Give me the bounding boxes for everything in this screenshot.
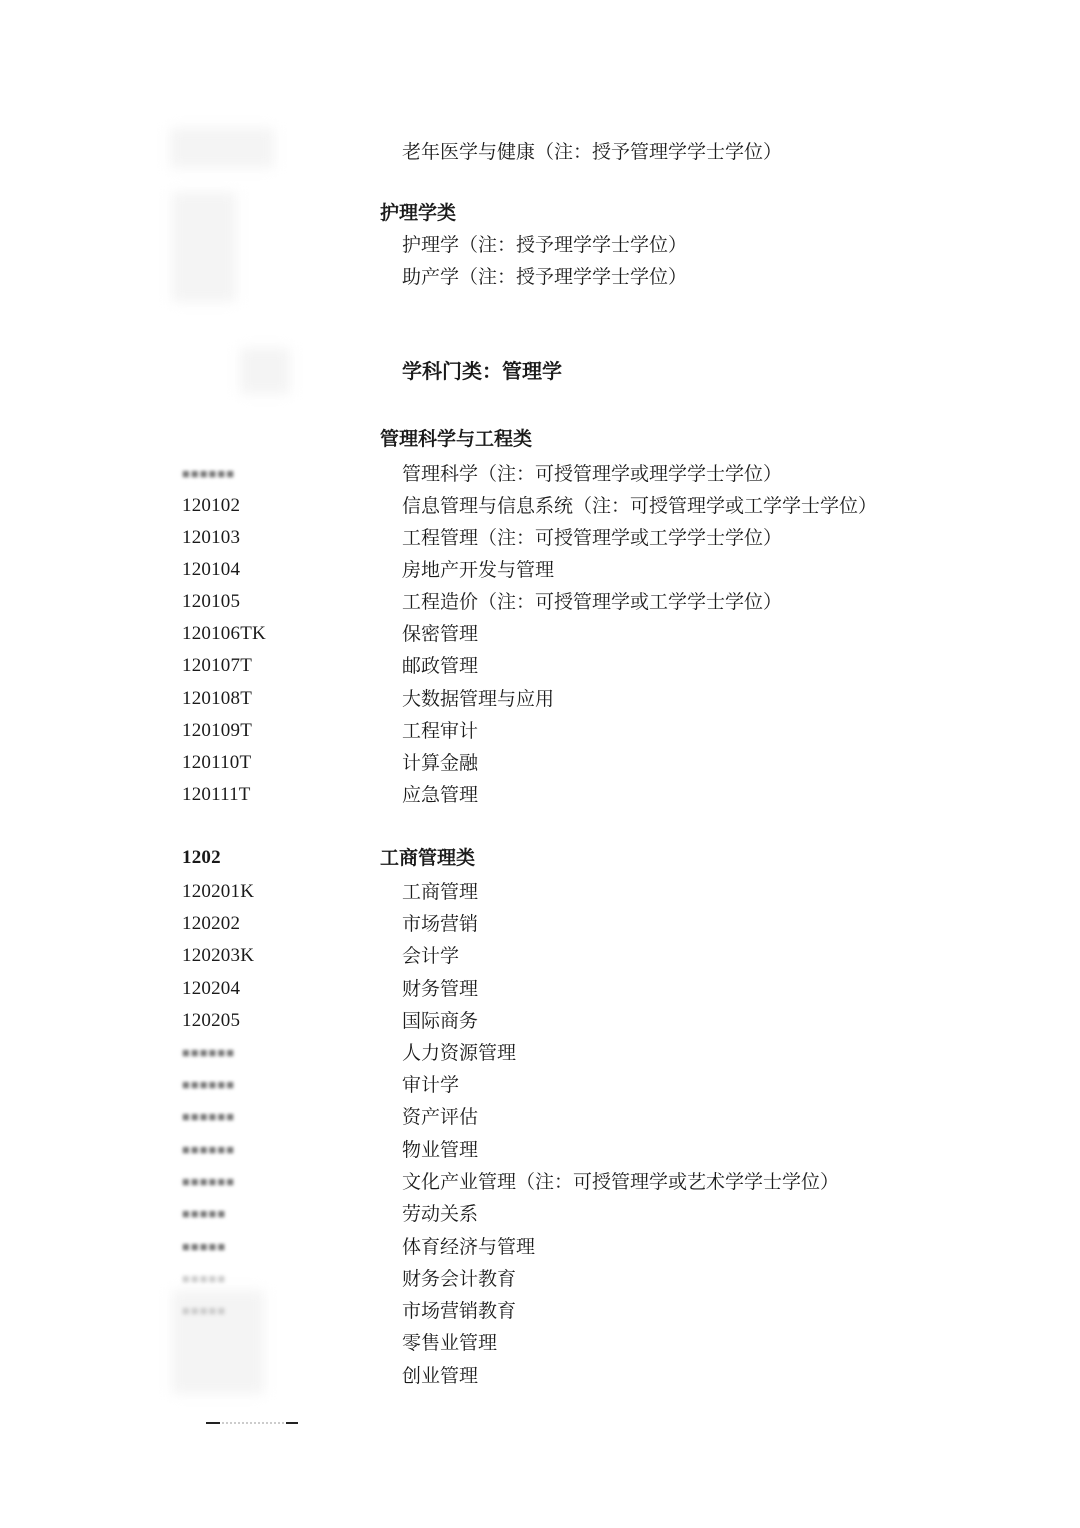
major-row	[0, 908, 1080, 940]
major-code: 120111T	[182, 784, 251, 805]
major-row	[0, 136, 1080, 168]
major-name: 护理学（注：授予理学学士学位）	[402, 234, 688, 256]
category-row-nursing	[0, 197, 1080, 229]
major-code: 120108T	[182, 688, 253, 709]
major-name: 人力资源管理	[402, 1042, 517, 1064]
major-name: 房地产开发与管理	[402, 559, 555, 581]
major-name: 文化产业管理（注：可授管理学或艺术学学士学位）	[402, 1171, 840, 1193]
major-code: 120203K	[182, 945, 255, 966]
major-code: 120102	[182, 495, 241, 516]
category-title: 护理学类	[380, 202, 457, 224]
major-row	[0, 229, 1080, 261]
major-row	[0, 618, 1080, 650]
major-row	[0, 779, 1080, 811]
major-row	[0, 940, 1080, 972]
major-name: 工程审计	[402, 720, 479, 742]
major-row	[0, 490, 1080, 522]
major-code-blurred: ■■■■■	[182, 1239, 227, 1254]
major-row	[0, 1327, 1080, 1359]
major-name: 会计学	[402, 945, 460, 967]
major-code: 120106TK	[182, 623, 266, 644]
major-code-blurred: ■■■■■■	[182, 1077, 236, 1092]
major-name: 工商管理	[402, 881, 479, 903]
major-row	[0, 1198, 1080, 1230]
major-name: 工程管理（注：可授管理学或工学学士学位）	[402, 527, 783, 549]
major-row	[0, 1231, 1080, 1263]
major-row	[0, 1360, 1080, 1392]
major-name: 财务会计教育	[402, 1268, 517, 1290]
major-name: 管理科学（注：可授管理学或理学学士学位）	[402, 463, 783, 485]
major-code-blurred: ■■■■■■	[182, 1045, 236, 1060]
category-title: 工商管理类	[380, 847, 476, 869]
major-name: 邮政管理	[402, 655, 479, 677]
major-row	[0, 554, 1080, 586]
major-name: 计算金融	[402, 752, 479, 774]
major-row	[0, 683, 1080, 715]
major-row	[0, 650, 1080, 682]
major-code-blurred: ■■■■■■	[182, 466, 236, 481]
major-code: 120105	[182, 591, 241, 612]
major-code-blurred: ■■■■■	[182, 1206, 227, 1221]
major-row	[0, 1037, 1080, 1069]
major-name: 劳动关系	[402, 1203, 479, 1225]
footer-page-rule	[206, 1422, 292, 1424]
major-row	[0, 1295, 1080, 1327]
major-code: 120103	[182, 527, 241, 548]
major-code: 120109T	[182, 720, 253, 741]
major-row	[0, 522, 1080, 554]
category-code: 1202	[182, 847, 221, 868]
major-name: 创业管理	[402, 1365, 479, 1387]
major-name: 应急管理	[402, 784, 479, 806]
major-name: 国际商务	[402, 1010, 479, 1032]
major-name: 资产评估	[402, 1106, 479, 1128]
major-code: 120110T	[182, 752, 252, 773]
major-row	[0, 1263, 1080, 1295]
major-row	[0, 1134, 1080, 1166]
major-name: 零售业管理	[402, 1332, 498, 1354]
major-row	[0, 1101, 1080, 1133]
major-code-blurred: ■■■■■■	[182, 1109, 236, 1124]
major-name: 保密管理	[402, 623, 479, 645]
major-name: 大数据管理与应用	[402, 688, 555, 710]
major-code: 120107T	[182, 655, 253, 676]
major-name: 市场营销	[402, 913, 479, 935]
discipline-heading: 学科门类：管理学	[402, 359, 562, 383]
category-row-mgmt-sci	[0, 423, 1080, 455]
major-row	[0, 458, 1080, 490]
major-name: 信息管理与信息系统（注：可授管理学或工学学士学位）	[402, 495, 878, 517]
major-name: 审计学	[402, 1074, 460, 1096]
major-name: 财务管理	[402, 978, 479, 1000]
discipline-heading-row	[0, 355, 1080, 387]
major-code-blurred: ■■■■■	[182, 1271, 227, 1286]
major-row	[0, 261, 1080, 293]
major-row	[0, 715, 1080, 747]
major-name: 工程造价（注：可授管理学或工学学士学位）	[402, 591, 783, 613]
major-row	[0, 747, 1080, 779]
major-row	[0, 876, 1080, 908]
major-code: 120205	[182, 1010, 241, 1031]
major-name: 物业管理	[402, 1139, 479, 1161]
major-code: 120204	[182, 978, 241, 999]
major-code: 120202	[182, 913, 241, 934]
category-title: 管理科学与工程类	[380, 428, 533, 450]
major-row	[0, 1005, 1080, 1037]
category-row-business	[0, 842, 1080, 874]
major-code-blurred: ■■■■■	[182, 1303, 227, 1318]
major-row	[0, 973, 1080, 1005]
major-code-blurred: ■■■■■■	[182, 1142, 236, 1157]
major-code-blurred: ■■■■■■	[182, 1174, 236, 1189]
major-name: 助产学（注：授予理学学士学位）	[402, 266, 688, 288]
major-row	[0, 1069, 1080, 1101]
major-name: 体育经济与管理	[402, 1236, 536, 1258]
major-code: 120201K	[182, 881, 255, 902]
major-name: 老年医学与健康（注：授予管理学学士学位）	[402, 141, 783, 163]
major-row	[0, 1166, 1080, 1198]
major-name: 市场营销教育	[402, 1300, 517, 1322]
major-code: 120104	[182, 559, 241, 580]
major-row	[0, 586, 1080, 618]
